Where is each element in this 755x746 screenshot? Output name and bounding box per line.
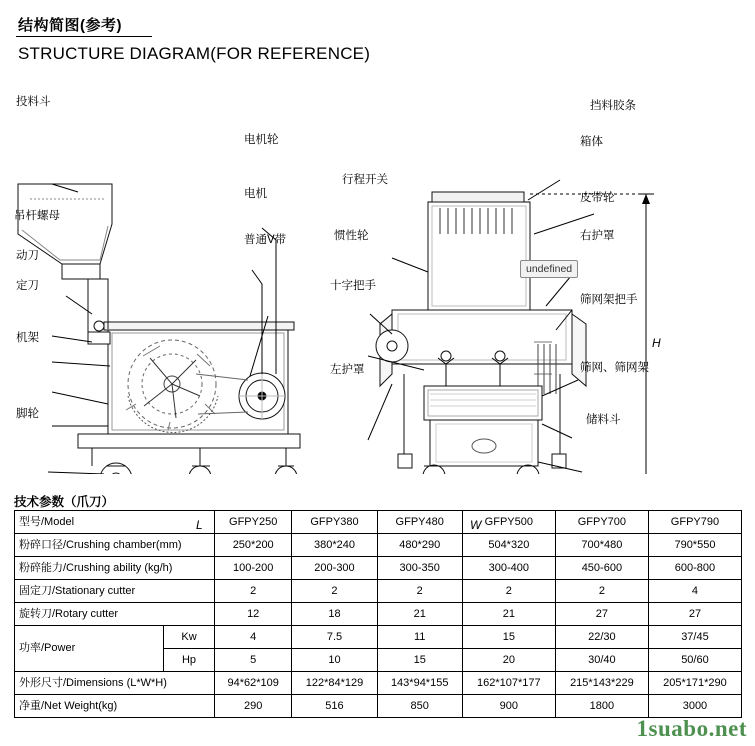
cell: 2 [555, 580, 648, 603]
cell: 900 [462, 695, 555, 718]
cell: 2 [462, 580, 555, 603]
dimension-width: W [470, 518, 482, 532]
title-divider [16, 36, 152, 37]
label-hopper: 投料斗 [16, 96, 51, 108]
cell: 37/45 [648, 626, 741, 649]
cell: 504*320 [462, 534, 555, 557]
cell: 100-200 [215, 557, 292, 580]
cell: 516 [292, 695, 377, 718]
row-label-crushing-chamber: 粉碎口径/Crushing chamber(mm) [15, 534, 215, 557]
cell: 300-350 [377, 557, 462, 580]
cell: 50/60 [648, 649, 741, 672]
label-frame: 机架 [16, 332, 39, 344]
label-travel-switch: 行程开关 [342, 174, 388, 186]
table-row [15, 626, 742, 649]
cell: 2 [292, 580, 377, 603]
table-row [15, 695, 742, 718]
cell: 5 [215, 649, 292, 672]
label-belt-pulley: 皮带轮 [580, 192, 615, 204]
table-row [15, 557, 742, 580]
label-inertia-wheel: 惯性轮 [334, 230, 369, 242]
cell: 27 [555, 603, 648, 626]
cell: 4 [648, 580, 741, 603]
cell: 15 [462, 626, 555, 649]
cell: 30/40 [555, 649, 648, 672]
cell: 15 [377, 649, 462, 672]
table-header-row [15, 511, 742, 534]
label-rubber-strip: 挡料胶条 [590, 100, 636, 112]
cell: 380*240 [292, 534, 377, 557]
cell: 18 [292, 603, 377, 626]
label-left-guard: 左护罩 [330, 364, 365, 376]
cell: 215*143*229 [555, 672, 648, 695]
cell: 12 [215, 603, 292, 626]
col-header-gfpy480: GFPY480 [377, 511, 462, 534]
label-motor-pulley: 电机轮 [244, 134, 279, 146]
row-label-rotary-cutter: 旋转刀/Rotary cutter [15, 603, 215, 626]
label-screen-handle: 筛网架把手 [580, 294, 638, 306]
cell: 600-800 [648, 557, 741, 580]
col-header-gfpy700: GFPY700 [555, 511, 648, 534]
row-label-power: 功率/Power [15, 626, 164, 672]
label-cross-handle: 十字把手 [330, 280, 376, 292]
cell: 21 [377, 603, 462, 626]
row-sublabel-hp: Hp [164, 649, 215, 672]
cell: 3000 [648, 695, 741, 718]
table-row [15, 580, 742, 603]
cell: 2 [215, 580, 292, 603]
cell: 4 [215, 626, 292, 649]
label-cabinet: 箱体 [580, 136, 603, 148]
label-motor: 电机 [244, 188, 267, 200]
col-header-gfpy500: GFPY500 [462, 511, 555, 534]
dimension-length: L [196, 518, 203, 532]
row-label-net-weight: 净重/Net Weight(kg) [15, 695, 215, 718]
cell: 700*480 [555, 534, 648, 557]
cell: 10 [292, 649, 377, 672]
cell: 290 [215, 695, 292, 718]
label-storage-bin: 储料斗 [586, 414, 621, 426]
undefined-callout[interactable]: undefined [520, 260, 578, 278]
page-title-chinese: 结构简图(参考) [18, 17, 122, 34]
cell: 21 [462, 603, 555, 626]
cell: 27 [648, 603, 741, 626]
cell: 300-400 [462, 557, 555, 580]
table-row [15, 603, 742, 626]
cell: 450-600 [555, 557, 648, 580]
cell: 790*550 [648, 534, 741, 557]
spec-table [14, 510, 742, 718]
cell: 122*84*129 [292, 672, 377, 695]
label-rotary-blade: 动刀 [16, 250, 39, 262]
label-screen-frame: 筛网、筛网架 [580, 362, 649, 374]
tech-section-title: 技术参数（爪刀） [14, 495, 115, 509]
row-label-stationary-cutter: 固定刀/Stationary cutter [15, 580, 215, 603]
cell: 850 [377, 695, 462, 718]
cell: 20 [462, 649, 555, 672]
cell: 1800 [555, 695, 648, 718]
dimension-height: H [652, 336, 661, 350]
cell: 200-300 [292, 557, 377, 580]
label-right-guard: 右护罩 [580, 230, 615, 242]
row-sublabel-kw: Kw [164, 626, 215, 649]
cell: 250*200 [215, 534, 292, 557]
table-row [15, 534, 742, 557]
label-fixed-blade: 定刀 [16, 280, 39, 292]
diagram-drawing [0, 74, 755, 474]
cell: 205*171*290 [648, 672, 741, 695]
cell: 94*62*109 [215, 672, 292, 695]
row-label-crushing-ability: 粉碎能力/Crushing ability (kg/h) [15, 557, 215, 580]
col-header-gfpy790: GFPY790 [648, 511, 741, 534]
label-v-belt: 普通V带 [244, 234, 287, 246]
col-header-model: 型号/Model [15, 511, 215, 534]
table-row [15, 672, 742, 695]
col-header-gfpy380: GFPY380 [292, 511, 377, 534]
cell: 22/30 [555, 626, 648, 649]
page-title-english: STRUCTURE DIAGRAM(FOR REFERENCE) [18, 44, 371, 63]
cell: 2 [377, 580, 462, 603]
watermark: 1suabo.net [636, 716, 747, 741]
col-header-gfpy250: GFPY250 [215, 511, 292, 534]
row-label-dimensions: 外形尺寸/Dimensions (L*W*H) [15, 672, 215, 695]
label-hanger-nut: 吊杆螺母 [14, 210, 60, 222]
cell: 480*290 [377, 534, 462, 557]
cell: 162*107*177 [462, 672, 555, 695]
cell: 11 [377, 626, 462, 649]
cell: 7.5 [292, 626, 377, 649]
label-caster: 脚轮 [16, 408, 39, 420]
cell: 143*94*155 [377, 672, 462, 695]
